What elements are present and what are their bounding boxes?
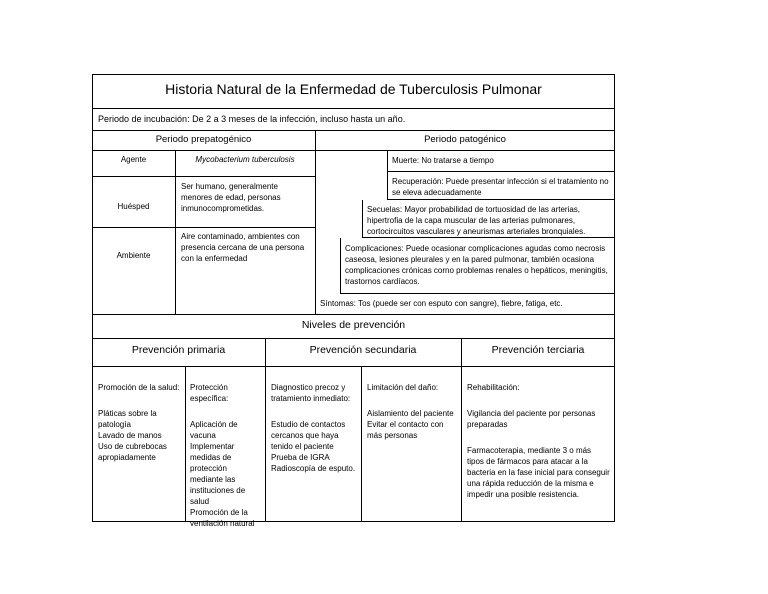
proteccion-especifica-items: Aplicación de vacuna Implementar medidas de protección mediante las instituciones de salud Promoción de la ventilación natural	[190, 420, 255, 528]
secundaria-terciaria-divider	[461, 338, 462, 522]
sintomas-text: Síntomas: Tos (puede ser con esputo con sangre), fiebre, fatiga, etc.	[320, 299, 563, 308]
terciaria-col1	[467, 371, 610, 515]
ambiente-label: Ambiente	[116, 251, 151, 260]
period-vertical-divider	[315, 130, 316, 314]
prepatogenic-label-divider	[175, 150, 176, 314]
primaria-col1	[98, 371, 182, 478]
primaria-subdivider	[185, 366, 186, 522]
diagnostico-heading: Diagnostico precoz y tratamiento inmediato:	[271, 383, 351, 403]
secundaria-col1	[271, 371, 357, 489]
complicaciones-text: Complicaciones: Puede ocasionar complicaciones agudas como necrosis caseosa, lesiones pleurales y en la pared pulmonar, también ocasiona complicaciones crónicas corno problemas renales o hepáticos, meningitis, trastornos cardíacos.	[345, 244, 608, 286]
huesped-row-divider	[92, 227, 315, 228]
promocion-salud-heading: Promoción de la salud:	[98, 383, 180, 392]
huesped-label: Huésped	[117, 202, 150, 211]
muerte-text: Muerte: No tratarse a tiempo	[392, 156, 494, 165]
terciaria-header: Prevención terciaria	[491, 344, 585, 356]
prevention-header-divider	[92, 338, 615, 339]
promocion-salud-items: Pláticas sobre la patología Lavado de manos Uso de cubrebocas apropiadamente	[98, 409, 167, 462]
limitacion-heading: Limitación del daño:	[367, 383, 439, 392]
page-title: Historia Natural de la Enfermedad de Tuberculosis Pulmonar	[165, 81, 542, 97]
primaria-col2	[190, 371, 262, 544]
agente-value: Mycobacterium tuberculosis	[195, 155, 295, 164]
farmacoterapia-text: Farmacoterapia, mediante 3 o más tipos de fármacos para atacar a la bacteria en la fase inicial para conseguir una rápida reducción de la misma e impedir una posible resistencia.	[467, 446, 610, 499]
secundaria-header: Prevención secundaria	[309, 344, 417, 356]
patogenic-header: Periodo patogénico	[424, 134, 506, 145]
incubation-divider	[92, 130, 615, 131]
title-divider	[92, 108, 615, 109]
vigilancia-text: Vigilancia del paciente por personas preparadas	[467, 409, 596, 429]
secundaria-subdivider	[361, 366, 362, 522]
agente-label: Agente	[120, 155, 147, 164]
prevention-header: Niveles de prevención	[301, 319, 406, 331]
primaria-secundaria-divider	[265, 338, 266, 522]
secundaria-col2	[367, 371, 457, 456]
proteccion-especifica-heading: Protección específica:	[190, 383, 229, 403]
recuperacion-text: Recuperación: Puede presentar infección si el tratamiento no se eleva adecuadamente	[392, 177, 609, 197]
huesped-value: Ser humano, generalmente menores de edad, personas inmunocomprometidas.	[181, 182, 281, 213]
ambiente-value: Aire contaminado, ambientes con presencia cercana de una persona con la enfermedad	[181, 232, 305, 263]
agente-row-divider	[92, 176, 315, 177]
sintomas-divider	[92, 314, 615, 315]
limitacion-items: Aislamiento del paciente Evitar el contacto con más personas	[367, 409, 454, 440]
primaria-header: Prevención primaria	[131, 344, 226, 356]
rehabilitacion-heading: Rehabilitación:	[467, 383, 520, 392]
diagnostico-items: Estudio de contactos cercanos que haya tenido el paciente Prueba de IGRA Radioscopía de esputo.	[271, 420, 356, 473]
incubation-period: Periodo de incubación: De 2 a 3 meses de la infección, incluso hasta un año.	[98, 114, 406, 124]
prevention-columns-divider	[92, 366, 615, 367]
prepatogenic-header: Periodo prepatogénico	[155, 134, 252, 145]
secuelas-text: Secuelas: Mayor probabilidad de tortuosidad de las arterias, hipertrofia de la capa muscular de las arterias pulmonares, cortocircuitos vasculares y aneurismas arteriales bronquiales.	[367, 205, 586, 236]
